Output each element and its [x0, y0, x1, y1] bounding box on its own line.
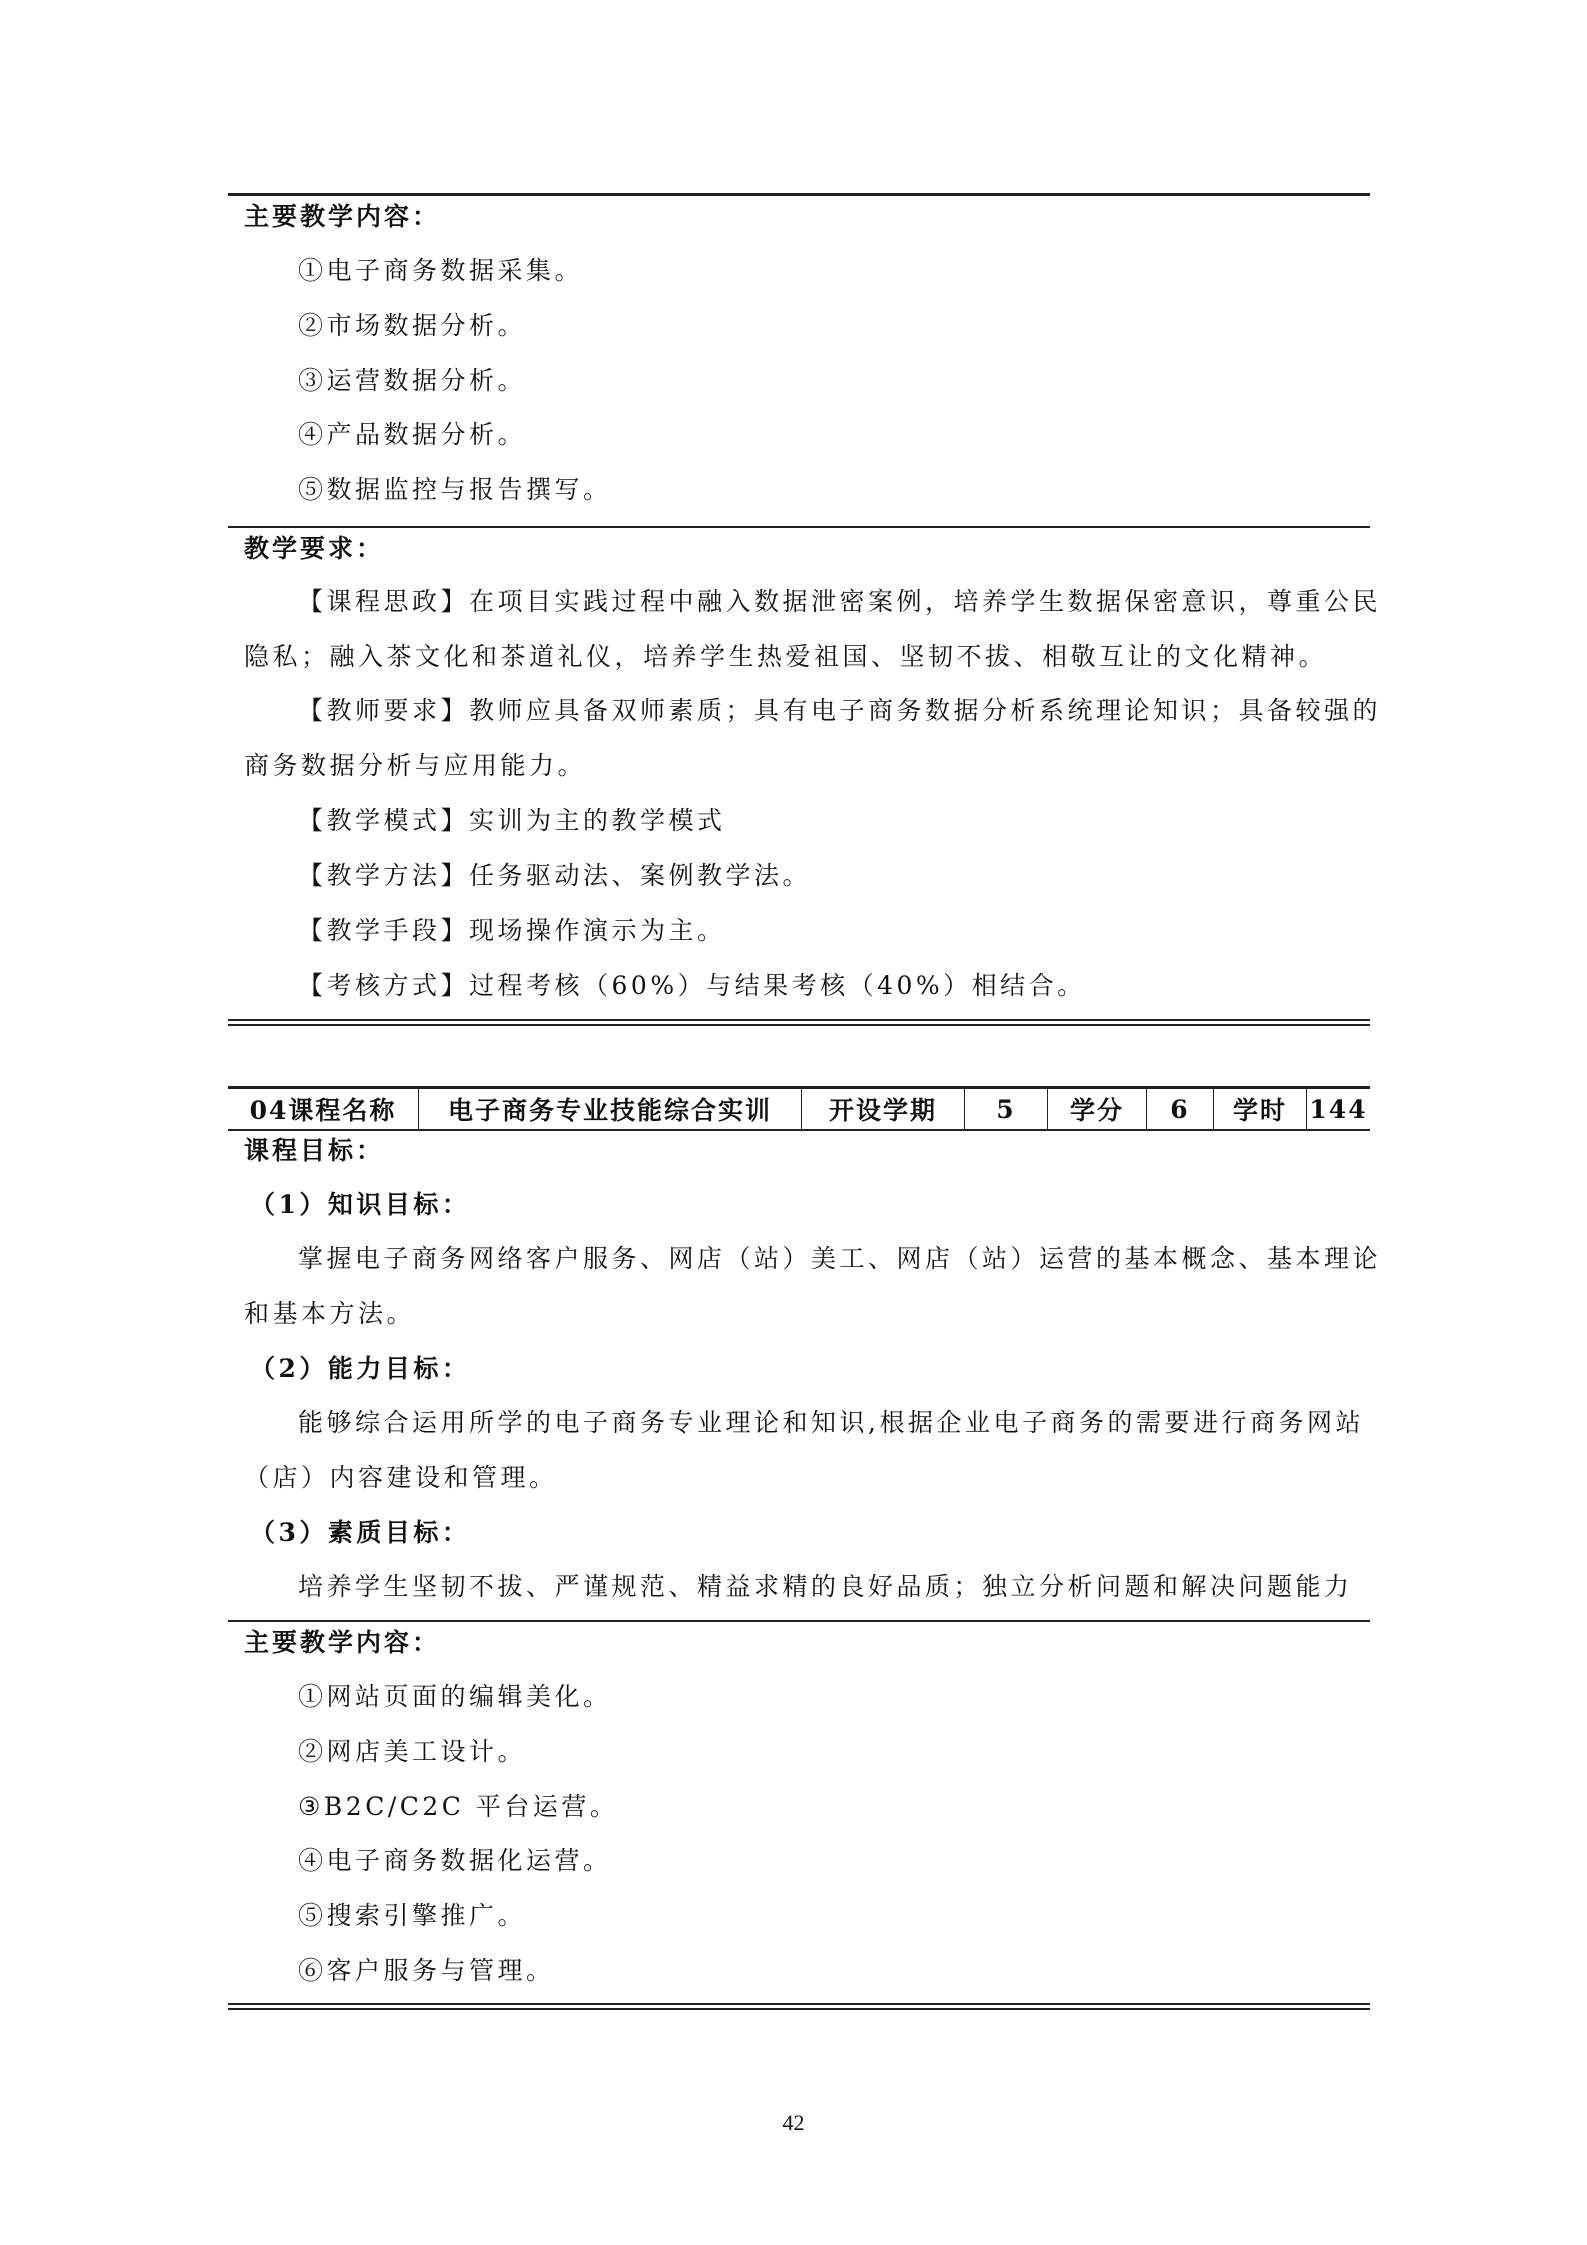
ability-line: （店）内容建设和管理。 — [244, 1463, 558, 1492]
course-info-table — [228, 1089, 1370, 1129]
requirement-line: 【考核方式】过程考核（60%）与结果考核（40%）相结合。 — [298, 971, 1086, 1000]
knowledge-line: 和基本方法。 — [244, 1299, 416, 1328]
credit-label: 学分 — [1048, 1089, 1147, 1129]
ability-heading: （2）能力目标： — [250, 1354, 471, 1383]
content-item: ③运营数据分析。 — [298, 366, 527, 395]
hours-value: 144 — [1307, 1089, 1371, 1129]
semester-label: 开设学期 — [802, 1089, 965, 1129]
content-item: ③B2C/C2C 平台运营。 — [298, 1792, 619, 1821]
knowledge-line: 掌握电子商务网络客户服务、网店（站）美工、网店（站）运营的基本概念、基本理论 — [298, 1244, 1382, 1273]
content-item: ①电子商务数据采集。 — [298, 256, 584, 285]
requirement-line: 【课程思政】在项目实践过程中融入数据泄密案例，培养学生数据保密意识，尊重公民 — [298, 587, 1382, 616]
content-item: ⑤数据监控与报告撰写。 — [298, 475, 612, 504]
content-item: ⑥客户服务与管理。 — [298, 1956, 555, 1985]
requirement-line: 【教学手段】现场操作演示为主。 — [298, 916, 726, 945]
ability-line: 能够综合运用所学的电子商务专业理论和知识,根据企业电子商务的需要进行商务网站 — [298, 1408, 1364, 1437]
content-item: ②市场数据分析。 — [298, 311, 527, 340]
table-row — [228, 1089, 1370, 1129]
content-item: ④产品数据分析。 — [298, 420, 527, 449]
requirement-line: 【教学方法】任务驱动法、案例教学法。 — [298, 861, 812, 890]
table-bottom-rule — [228, 1129, 1370, 1131]
requirement-line: 隐私；融入茶文化和茶道礼仪，培养学生热爱祖国、坚韧不拔、相敬互让的文化精神。 — [244, 642, 1328, 671]
content-heading-1: 主要教学内容： — [244, 202, 441, 231]
quality-line: 培养学生坚韧不拔、严谨规范、精益求精的良好品质；独立分析问题和解决问题能力 — [298, 1572, 1353, 1601]
credit-value: 6 — [1147, 1089, 1214, 1129]
content-heading-2: 主要教学内容： — [244, 1628, 441, 1657]
quality-heading: （3）素质目标： — [250, 1518, 471, 1547]
page-number: 42 — [782, 2110, 805, 2135]
requirement-line: 【教师要求】教师应具备双师素质；具有电子商务数据分析系统理论知识；具备较强的 — [298, 696, 1382, 725]
hours-label: 学时 — [1214, 1089, 1307, 1129]
content-item: ④电子商务数据化运营。 — [298, 1846, 612, 1875]
divider — [228, 1620, 1370, 1622]
semester-value: 5 — [965, 1089, 1048, 1129]
course-name: 电子商务专业技能综合实训 — [419, 1089, 802, 1129]
content-item: ⑤搜索引擎推广。 — [298, 1901, 527, 1930]
requirement-line: 商务数据分析与应用能力。 — [244, 751, 587, 780]
course-code-label: 04课程名称 — [228, 1089, 419, 1129]
section-end-rule — [228, 2003, 1370, 2010]
content-item: ②网店美工设计。 — [298, 1737, 527, 1766]
requirements-heading: 教学要求： — [244, 534, 385, 563]
section-end-rule — [228, 1019, 1370, 1026]
content-item: ①网站页面的编辑美化。 — [298, 1682, 612, 1711]
goal-heading: 课程目标： — [244, 1136, 385, 1165]
requirement-line: 【教学模式】实训为主的教学模式 — [298, 806, 726, 835]
divider — [228, 526, 1370, 528]
knowledge-heading: （1）知识目标： — [250, 1190, 471, 1219]
top-rule — [228, 193, 1370, 196]
